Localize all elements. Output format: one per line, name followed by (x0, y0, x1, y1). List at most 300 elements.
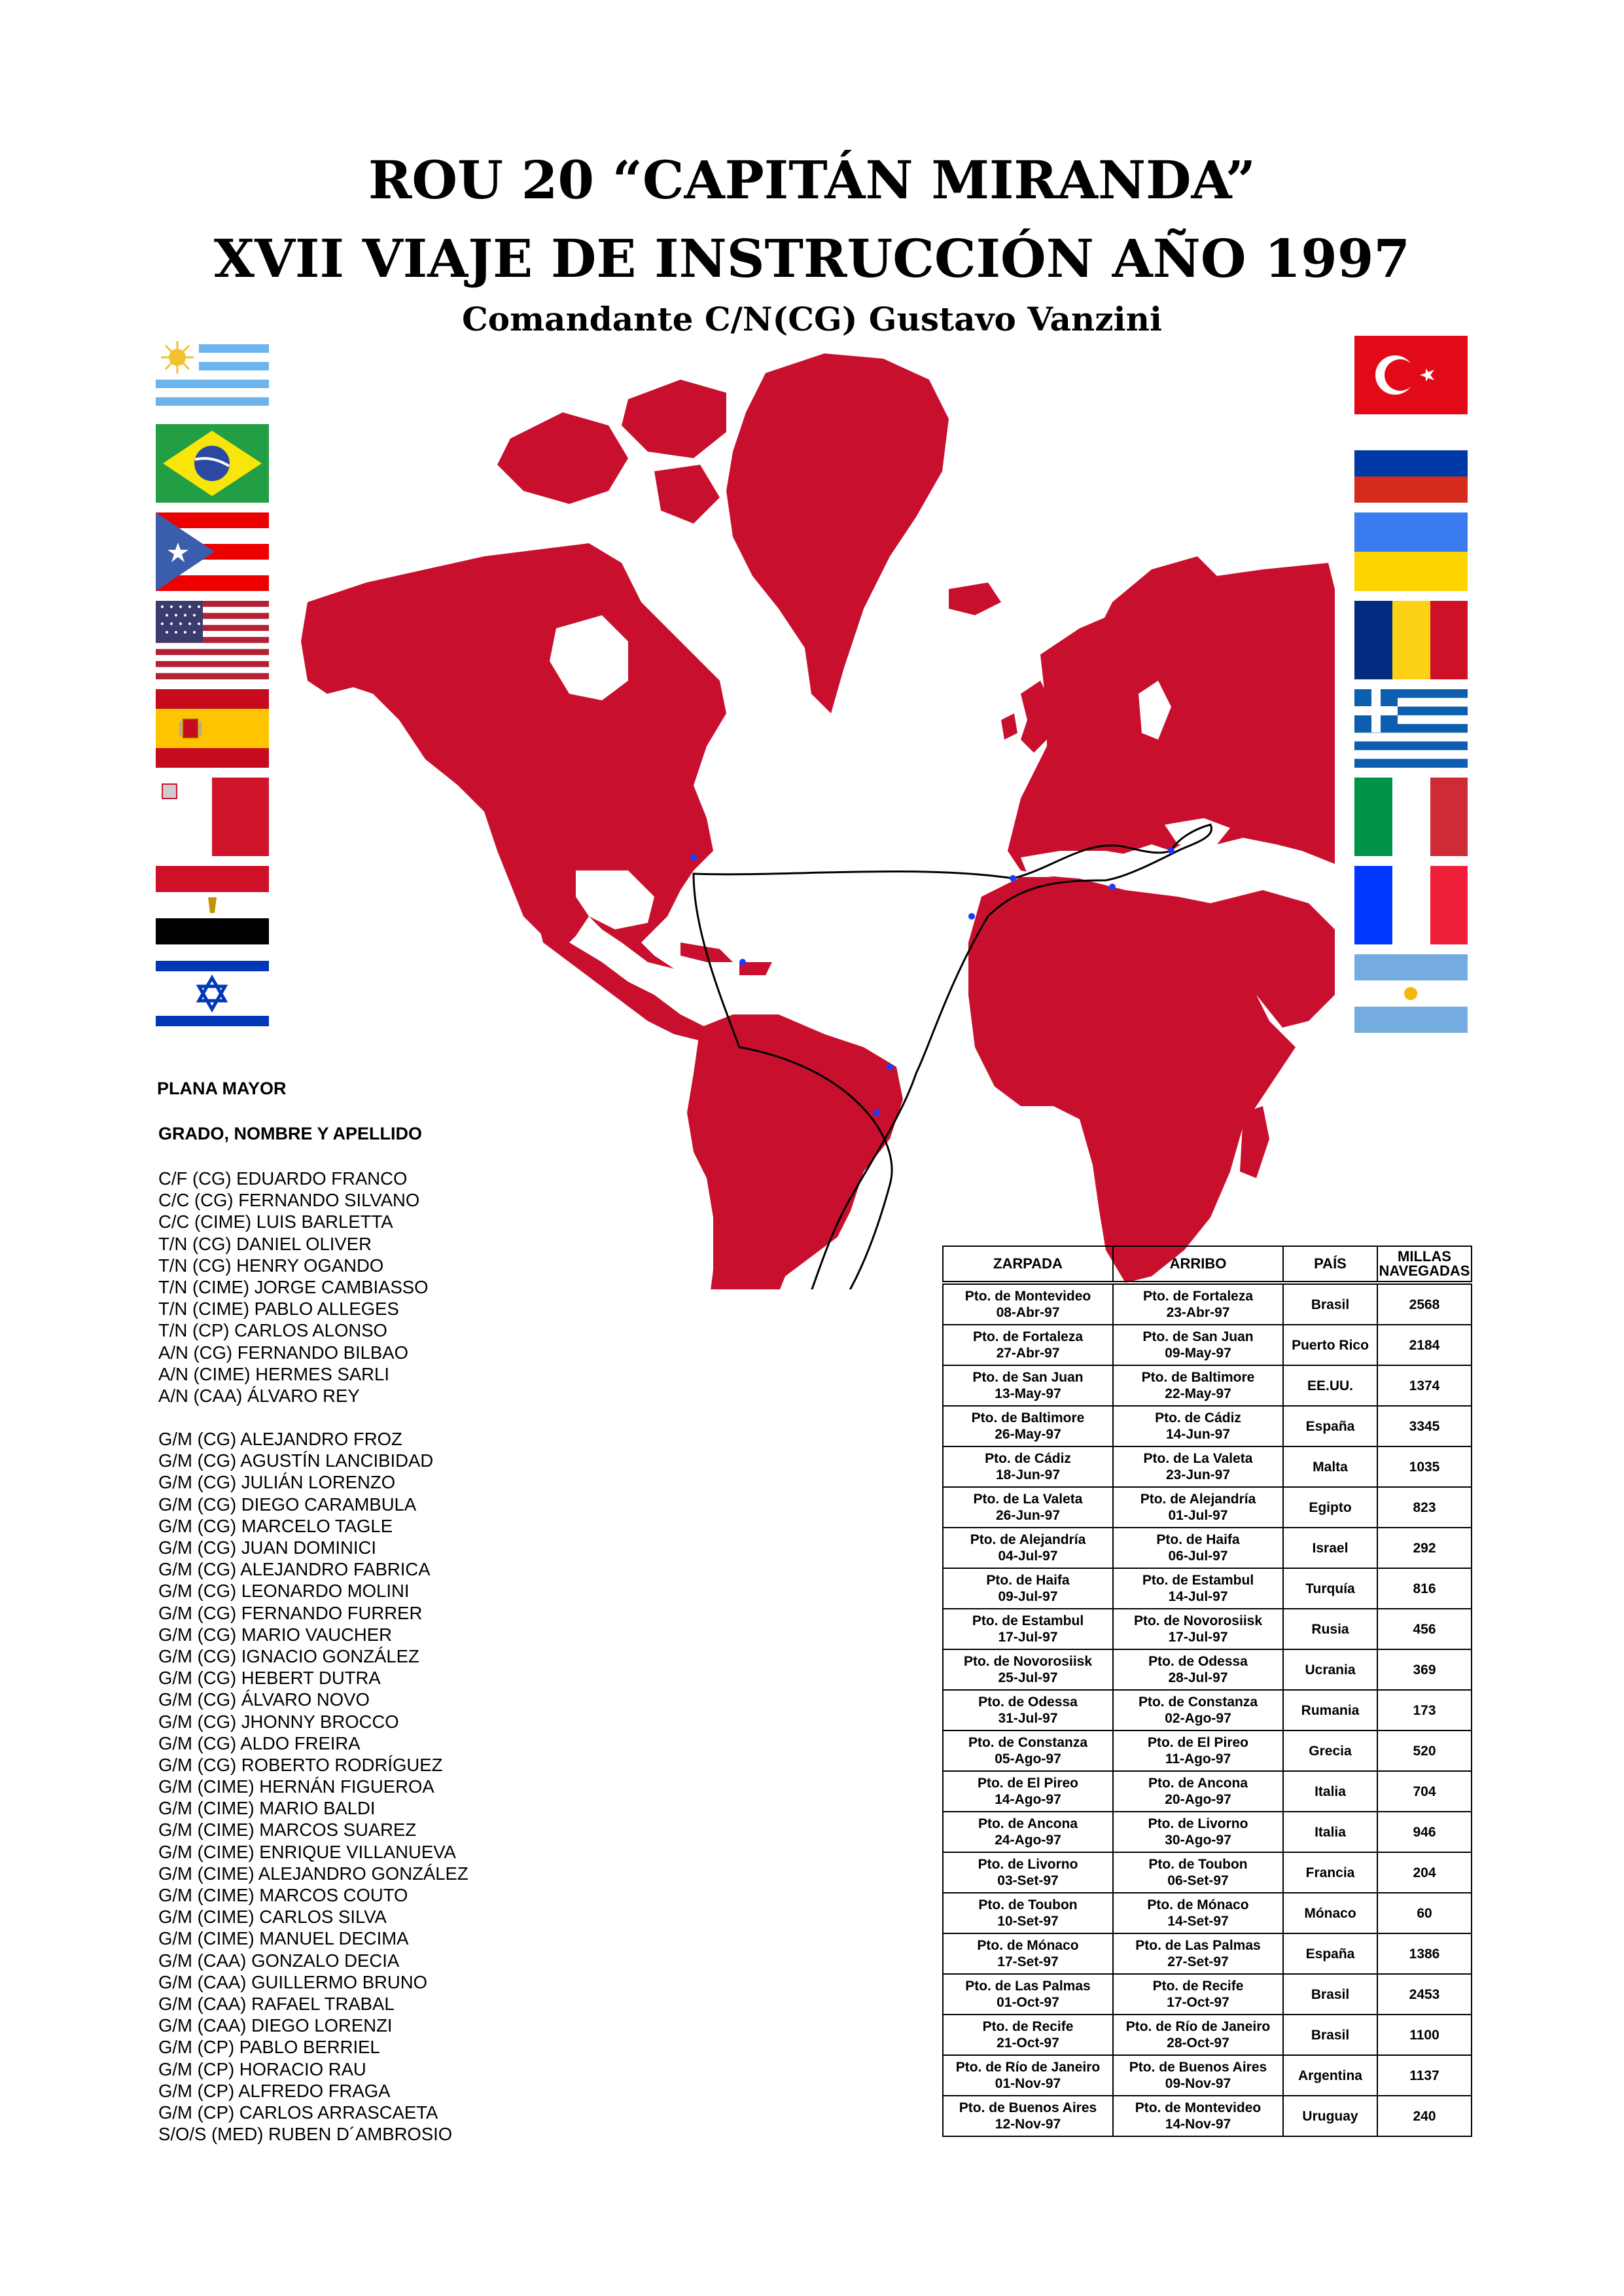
miles-cell (1377, 1974, 1472, 2015)
header-country: PAÍS (1283, 1246, 1377, 1283)
arrival-date: 20-Ago-97 (1165, 1792, 1231, 1807)
port-marker-cadiz (1010, 875, 1016, 882)
flag-turquia (1354, 336, 1468, 414)
departure-cell (943, 1812, 1113, 1852)
flag-uruguay (156, 336, 269, 414)
arrival-date: 28-Jul-97 (1168, 1670, 1228, 1685)
arrival-date: 14-Nov-97 (1165, 2117, 1231, 2132)
table-row (943, 1812, 1472, 1852)
country-name: Uruguay (1302, 2108, 1358, 2124)
table-row (943, 1690, 1472, 1731)
cadet-item: G/M (CP) ALFREDO FRAGA (158, 2080, 391, 2101)
miles-cell (1377, 1487, 1472, 1528)
flag-italia (1354, 778, 1468, 856)
departure-port: Pto. de Alejandría (970, 1532, 1086, 1547)
table-row (943, 1283, 1472, 1325)
country-name: Grecia (1309, 1743, 1352, 1759)
departure-cell (943, 1528, 1113, 1568)
cadet-item: G/M (CG) AGUSTÍN LANCIBIDAD (158, 1450, 434, 1471)
arrival-port: Pto. de Río de Janeiro (1125, 2019, 1271, 2034)
commander-line: Comandante C/N(CG) Gustavo Vanzini (462, 300, 1162, 338)
miles-value: 204 (1413, 1865, 1436, 1880)
miles-cell (1377, 1731, 1472, 1771)
arrival-port: Pto. de Haifa (1156, 1532, 1240, 1547)
flag-francia (1354, 866, 1468, 944)
departure-cell (943, 2055, 1113, 2096)
departure-cell (943, 1325, 1113, 1365)
miles-cell (1377, 1406, 1472, 1446)
country-cell (1283, 1731, 1377, 1771)
landmass-caribbean (680, 942, 772, 975)
country-name: Puerto Rico (1292, 1337, 1369, 1353)
miles-cell (1377, 1649, 1472, 1690)
departure-cell (943, 1406, 1113, 1446)
departure-cell (943, 1283, 1113, 1325)
cadet-item: G/M (CIME) MARCOS COUTO (158, 1885, 408, 1905)
departure-date: 26-Jun-97 (995, 1508, 1061, 1523)
departure-date: 26-May-97 (995, 1427, 1061, 1442)
country-cell (1283, 1771, 1377, 1812)
arrival-port: Pto. de Ancona (1148, 1776, 1248, 1791)
country-cell (1283, 1690, 1377, 1731)
cadet-item: G/M (CP) HORACIO RAU (158, 2058, 366, 2079)
port-marker-san-juan (739, 959, 746, 965)
departure-port: Pto. de El Pireo (977, 1776, 1079, 1791)
miles-value: 2453 (1409, 1986, 1440, 2002)
departure-date: 12-Nov-97 (995, 2117, 1061, 2132)
arrival-cell (1113, 1528, 1283, 1568)
flag-argentina (1354, 954, 1468, 1033)
landmass-arctic-islands (497, 380, 726, 524)
cadet-item: G/M (CAA) GONZALO DECIA (158, 1950, 400, 1971)
cadets-list (158, 1428, 615, 2145)
poster-subtitle: XVII VIAJE DE INSTRUCCIÓN AÑO 1997 (213, 228, 1411, 289)
arrival-port: Pto. de El Pireo (1147, 1735, 1249, 1750)
departure-cell (943, 1974, 1113, 2015)
departure-cell (943, 1731, 1113, 1771)
country-cell (1283, 1406, 1377, 1446)
departure-port: Pto. de Haifa (986, 1573, 1070, 1588)
miles-value: 1386 (1409, 1946, 1440, 1962)
country-name: Turquía (1305, 1581, 1355, 1596)
country-cell (1283, 1974, 1377, 2015)
arrival-cell (1113, 1852, 1283, 1893)
miles-value: 1137 (1409, 2068, 1439, 2083)
departure-date: 01-Oct-97 (997, 1995, 1059, 2010)
departure-date: 04-Jul-97 (998, 1549, 1058, 1564)
country-cell (1283, 1852, 1377, 1893)
country-cell (1283, 1933, 1377, 1974)
cadet-item: G/M (CG) JULIÁN LORENZO (158, 1472, 396, 1493)
itinerary-table (942, 1246, 1472, 2137)
cadet-item: G/M (CIME) HERNÁN FIGUEROA (158, 1776, 434, 1797)
departure-date: 08-Abr-97 (996, 1305, 1060, 1320)
departure-date: 05-Ago-97 (995, 1751, 1061, 1767)
departure-date: 18-Jun-97 (995, 1467, 1061, 1482)
port-marker-fortaleza (887, 1064, 893, 1070)
cadet-item: G/M (CG) ALEJANDRO FROZ (158, 1429, 402, 1450)
miles-cell (1377, 1812, 1472, 1852)
port-marker-recife (874, 1109, 880, 1116)
departure-date: 01-Nov-97 (995, 2076, 1061, 2091)
arrival-cell (1113, 1690, 1283, 1731)
miles-value: 60 (1417, 1905, 1432, 1921)
arrival-cell (1113, 1283, 1283, 1325)
landmass-british-isles (1001, 681, 1053, 753)
miles-value: 173 (1413, 1702, 1436, 1718)
country-name: España (1305, 1418, 1355, 1434)
cadet-item: G/M (CG) ROBERTO RODRÍGUEZ (158, 1754, 443, 1775)
officer-item: C/C (CIME) LUIS BARLETTA (158, 1211, 393, 1232)
departure-cell (943, 1487, 1113, 1528)
miles-cell (1377, 1283, 1472, 1325)
officer-item: A/N (CAA) ÁLVARO REY (158, 1385, 360, 1406)
country-cell (1283, 1365, 1377, 1406)
departure-cell (943, 1365, 1113, 1406)
departure-port: Pto. de Fortaleza (972, 1329, 1084, 1344)
miles-value: 1035 (1409, 1459, 1440, 1475)
landmass-north-america (301, 543, 726, 969)
port-marker-las-palmas (968, 913, 975, 920)
departure-date: 31-Jul-97 (998, 1711, 1058, 1726)
departure-cell (943, 1609, 1113, 1649)
officer-item: A/N (CIME) HERMES SARLI (158, 1363, 389, 1384)
cadet-item: G/M (CP) CARLOS ARRASCAETA (158, 2102, 438, 2123)
miles-value: 704 (1413, 1784, 1436, 1799)
departure-port: Pto. de Mónaco (977, 1938, 1079, 1953)
departure-cell (943, 1568, 1113, 1609)
miles-cell (1377, 1528, 1472, 1568)
arrival-cell (1113, 2055, 1283, 2096)
arrival-date: 09-Nov-97 (1165, 2076, 1231, 2091)
officer-item: T/N (CP) CARLOS ALONSO (158, 1320, 387, 1341)
cadet-item: G/M (CIME) MANUEL DECIMA (158, 1928, 409, 1949)
arrival-date: 23-Abr-97 (1166, 1305, 1230, 1320)
flag-israel (156, 954, 269, 1033)
miles-value: 823 (1413, 1499, 1436, 1515)
departure-cell (943, 1933, 1113, 1974)
departure-cell (943, 1852, 1113, 1893)
arrival-port: Pto. de Toubon (1148, 1857, 1248, 1872)
miles-cell (1377, 1568, 1472, 1609)
departure-port: Pto. de Buenos Aires (959, 2100, 1097, 2115)
arrival-port: Pto. de Estambul (1142, 1573, 1254, 1588)
arrival-date: 06-Set-97 (1167, 1873, 1229, 1888)
arrival-date: 28-Oct-97 (1167, 2036, 1229, 2051)
departure-port: Pto. de Estambul (972, 1613, 1084, 1628)
table-row (943, 1771, 1472, 1812)
departure-port: Pto. de Baltimore (971, 1410, 1085, 1426)
miles-cell (1377, 1933, 1472, 1974)
cadet-item: G/M (CG) JUAN DOMINICI (158, 1537, 377, 1558)
arrival-port: Pto. de Mónaco (1147, 1897, 1249, 1912)
miles-cell (1377, 1365, 1472, 1406)
departure-port: Pto. de Cádiz (985, 1451, 1071, 1466)
miles-cell (1377, 2055, 1472, 2096)
cadet-item: G/M (CG) FERNANDO FURRER (158, 1602, 423, 1623)
landmass-madagascar (1240, 1106, 1269, 1178)
departure-port: Pto. de Novorosiisk (963, 1654, 1093, 1669)
country-cell (1283, 1893, 1377, 1933)
port-marker-la-valeta (1109, 884, 1116, 890)
cadet-item: S/O/S (MED) RUBEN D´AMBROSIO (158, 2124, 453, 2145)
arrival-date: 22-May-97 (1165, 1386, 1231, 1401)
departure-port: Pto. de Montevideo (964, 1289, 1091, 1304)
arrival-cell (1113, 2015, 1283, 2055)
departure-cell (943, 1649, 1113, 1690)
departure-date: 21-Oct-97 (997, 2036, 1059, 2051)
header-miles-line2: NAVEGADAS (1379, 1263, 1470, 1279)
cadet-item: G/M (CG) JHONNY BROCCO (158, 1711, 399, 1732)
departure-port: Pto. de Livorno (978, 1857, 1078, 1872)
departure-date: 27-Abr-97 (996, 1346, 1060, 1361)
arrival-date: 01-Jul-97 (1168, 1508, 1228, 1523)
country-cell (1283, 2055, 1377, 2096)
country-cell (1283, 2096, 1377, 2136)
miles-cell (1377, 2015, 1472, 2055)
cadet-item: G/M (CG) MARIO VAUCHER (158, 1624, 392, 1645)
arrival-cell (1113, 1365, 1283, 1406)
table-row (943, 1528, 1472, 1568)
arrival-cell (1113, 1974, 1283, 2015)
arrival-port: Pto. de San Juan (1142, 1329, 1254, 1344)
cadet-item: G/M (CG) ALDO FREIRA (158, 1732, 361, 1753)
departure-port: Pto. de Odessa (978, 1695, 1078, 1710)
flag-puerto-rico (156, 512, 269, 591)
departure-cell (943, 1893, 1113, 1933)
country-cell (1283, 1487, 1377, 1528)
departure-date: 17-Set-97 (997, 1954, 1059, 1969)
miles-cell (1377, 1852, 1472, 1893)
country-cell (1283, 1568, 1377, 1609)
flag-rumania (1354, 601, 1468, 679)
miles-value: 3345 (1409, 1418, 1440, 1434)
miles-cell (1377, 1325, 1472, 1365)
departure-date: 10-Set-97 (997, 1914, 1059, 1929)
officer-item: C/F (CG) EDUARDO FRANCO (158, 1168, 408, 1189)
country-name: Italia (1315, 1784, 1346, 1799)
officer-item: T/N (CIME) PABLO ALLEGES (158, 1299, 399, 1319)
arrival-cell (1113, 1325, 1283, 1365)
itinerary-body (943, 1283, 1472, 2136)
departure-port: Pto. de La Valeta (973, 1492, 1083, 1507)
flag-ucrania (1354, 512, 1468, 591)
arrival-date: 11-Ago-97 (1165, 1751, 1231, 1767)
departure-port: Pto. de Constanza (968, 1735, 1088, 1750)
arrival-date: 17-Jul-97 (1168, 1630, 1228, 1645)
flag-egipto (156, 866, 269, 944)
country-name: Rusia (1311, 1621, 1349, 1637)
country-cell (1283, 1283, 1377, 1325)
arrival-date: 14-Jul-97 (1168, 1589, 1228, 1604)
miles-value: 240 (1413, 2108, 1436, 2124)
arrival-cell (1113, 1933, 1283, 1974)
country-name: Egipto (1309, 1499, 1352, 1515)
flag-rusia (1354, 424, 1468, 503)
header-miles (1377, 1246, 1472, 1283)
arrival-cell (1113, 1487, 1283, 1528)
cadet-item: G/M (CG) LEONARDO MOLINI (158, 1581, 410, 1602)
departure-cell (943, 1771, 1113, 1812)
officer-item: T/N (CG) DANIEL OLIVER (158, 1233, 372, 1254)
country-cell (1283, 1325, 1377, 1365)
arrival-port: Pto. de Recife (1152, 1979, 1244, 1994)
departure-cell (943, 2096, 1113, 2136)
arrival-date: 06-Jul-97 (1168, 1549, 1228, 1564)
table-header-row (943, 1246, 1472, 1283)
country-name: Israel (1312, 1540, 1349, 1556)
departure-date: 13-May-97 (995, 1386, 1061, 1401)
country-name: Ucrania (1305, 1662, 1356, 1677)
country-name: Mónaco (1304, 1905, 1356, 1921)
arrival-cell (1113, 1568, 1283, 1609)
table-row (943, 1649, 1472, 1690)
table-row (943, 1487, 1472, 1528)
cadet-item: G/M (CG) IGNACIO GONZÁLEZ (158, 1645, 419, 1666)
country-name: Francia (1305, 1865, 1355, 1880)
miles-value: 1100 (1409, 2027, 1439, 2043)
arrival-date: 30-Ago-97 (1165, 1833, 1231, 1848)
departure-port: Pto. de Las Palmas (965, 1979, 1091, 1994)
country-cell (1283, 1446, 1377, 1487)
departure-cell (943, 2015, 1113, 2055)
country-name: Rumania (1301, 1702, 1360, 1718)
miles-value: 816 (1413, 1581, 1436, 1596)
table-row (943, 1406, 1472, 1446)
departure-cell (943, 1690, 1113, 1731)
port-marker-baltimore (690, 854, 697, 861)
country-name: Italia (1315, 1824, 1346, 1840)
arrival-cell (1113, 1609, 1283, 1649)
country-name: Malta (1313, 1459, 1348, 1475)
cadet-item: G/M (CG) HEBERT DUTRA (158, 1668, 381, 1689)
arrival-date: 02-Ago-97 (1165, 1711, 1231, 1726)
arrival-port: Pto. de Montevideo (1135, 2100, 1262, 2115)
officer-item: T/N (CIME) JORGE CAMBIASSO (158, 1276, 429, 1297)
arrival-date: 27-Set-97 (1167, 1954, 1229, 1969)
header-departure: ZARPADA (943, 1246, 1113, 1283)
departure-port: Pto. de San Juan (972, 1370, 1084, 1385)
departure-date: 14-Ago-97 (995, 1792, 1061, 1807)
cadet-item: G/M (CIME) MARCOS SUAREZ (158, 1820, 417, 1840)
country-name: Brasil (1311, 1986, 1350, 2002)
table-row (943, 1365, 1472, 1406)
country-cell (1283, 1528, 1377, 1568)
table-row (943, 1609, 1472, 1649)
country-name: Brasil (1311, 1297, 1350, 1312)
staff-subheading: GRADO, NOMBRE Y APELLIDO (158, 1124, 423, 1143)
cadet-item: G/M (CAA) DIEGO LORENZI (158, 2015, 393, 2036)
arrival-cell (1113, 1406, 1283, 1446)
officer-item: T/N (CG) HENRY OGANDO (158, 1255, 384, 1276)
cadet-item: G/M (CG) DIEGO CARAMBULA (158, 1494, 417, 1515)
arrival-cell (1113, 1771, 1283, 1812)
arrival-port: Pto. de Buenos Aires (1129, 2060, 1267, 2075)
country-name: EE.UU. (1307, 1378, 1353, 1393)
miles-cell (1377, 1893, 1472, 1933)
miles-cell (1377, 1609, 1472, 1649)
landmass-greenland (726, 353, 949, 713)
table-row (943, 2015, 1472, 2055)
arrival-port: Pto. de Cádiz (1155, 1410, 1241, 1426)
officer-item: A/N (CG) FERNANDO BILBAO (158, 1342, 408, 1363)
arrival-cell (1113, 2096, 1283, 2136)
table-row (943, 1731, 1472, 1771)
arrival-date: 17-Oct-97 (1167, 1995, 1229, 2010)
cadet-item: G/M (CG) ALEJANDRO FABRICA (158, 1559, 431, 1580)
departure-port: Pto. de Río de Janeiro (955, 2060, 1101, 2075)
arrival-date: 14-Set-97 (1167, 1914, 1229, 1929)
country-name: Brasil (1311, 2027, 1350, 2043)
cadet-item: G/M (CG) MARCELO TAGLE (158, 1515, 393, 1536)
table-row (943, 2096, 1472, 2136)
departure-port: Pto. de Recife (982, 2019, 1074, 2034)
miles-value: 1374 (1409, 1378, 1440, 1393)
flag-malta (156, 778, 269, 856)
arrival-cell (1113, 1446, 1283, 1487)
country-name: Argentina (1297, 2068, 1362, 2083)
table-row (943, 1852, 1472, 1893)
officers-list (158, 1168, 615, 1407)
arrival-date: 23-Jun-97 (1165, 1467, 1231, 1482)
arrival-cell (1113, 1893, 1283, 1933)
country-cell (1283, 1812, 1377, 1852)
landmass-south-america (687, 1014, 903, 1289)
cadet-item: G/M (CAA) RAFAEL TRABAL (158, 1993, 395, 2014)
miles-cell (1377, 1771, 1472, 1812)
miles-value: 946 (1413, 1824, 1436, 1840)
cadet-item: G/M (CIME) ENRIQUE VILLANUEVA (158, 1841, 456, 1862)
cadet-item: G/M (CIME) ALEJANDRO GONZÁLEZ (158, 1863, 468, 1884)
table-row (943, 1974, 1472, 2015)
arrival-cell (1113, 1731, 1283, 1771)
arrival-port: Pto. de La Valeta (1143, 1451, 1253, 1466)
staff-panel (157, 1079, 615, 2145)
departure-date: 24-Ago-97 (995, 1833, 1061, 1848)
header-arrival: ARRIBO (1113, 1246, 1283, 1283)
arrival-port: Pto. de Baltimore (1141, 1370, 1255, 1385)
departure-date: 17-Jul-97 (998, 1630, 1058, 1645)
departure-cell (943, 1446, 1113, 1487)
miles-cell (1377, 2096, 1472, 2136)
table-row (943, 1893, 1472, 1933)
officer-item: C/C (CG) FERNANDO SILVANO (158, 1190, 420, 1211)
flag-espana (156, 689, 269, 768)
table-row (943, 1933, 1472, 1974)
poster-title: ROU 20 “CAPITÁN MIRANDA” (368, 149, 1256, 211)
arrival-cell (1113, 1649, 1283, 1690)
miles-value: 456 (1413, 1621, 1436, 1637)
staff-heading: PLANA MAYOR (157, 1079, 287, 1098)
miles-value: 369 (1413, 1662, 1436, 1677)
departure-date: 09-Jul-97 (998, 1589, 1058, 1604)
departure-date: 25-Jul-97 (998, 1670, 1058, 1685)
country-name: España (1305, 1946, 1355, 1962)
table-row (943, 1568, 1472, 1609)
country-cell (1283, 1609, 1377, 1649)
cadet-item: G/M (CP) PABLO BERRIEL (158, 2037, 380, 2058)
flag-grecia (1354, 689, 1468, 768)
miles-cell (1377, 1446, 1472, 1487)
table-row (943, 2055, 1472, 2096)
arrival-port: Pto. de Constanza (1138, 1695, 1258, 1710)
miles-value: 292 (1413, 1540, 1436, 1556)
arrival-date: 09-May-97 (1165, 1346, 1231, 1361)
miles-cell (1377, 1690, 1472, 1731)
arrival-cell (1113, 1812, 1283, 1852)
departure-port: Pto. de Ancona (978, 1816, 1078, 1831)
country-cell (1283, 1649, 1377, 1690)
